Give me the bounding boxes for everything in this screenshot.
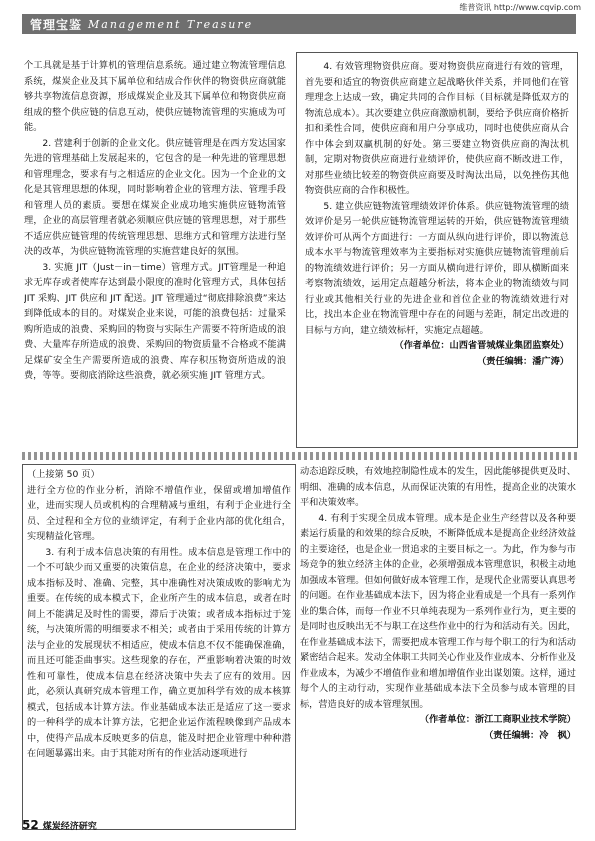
- paragraph: 3. 有利于成本信息决策的有用性。成本信息是管理工作中的一个不可缺少而又重要的决策信息，在企业的经济决策中，要求成本指标及时、准确、完整，其中准确性对决策成败的影响尤为重要。在传统的成本模式下，企业所产生的成本信息，或者在时间上不能满足及时性的需要，滞后于决策；或者成本指标过于笼统，与决策所需的明细要求不相关；或者由于采用传统的计算方法与企业的发展现状不相适应，使成本信息不仅不能确保准确，而且还可能歪曲事实。这些现象的存在，严重影响着决策的时效性和可靠性，使成本信息在经济决策中失去了应有的效用。因此，必须认真研究成本管理工作，确立更加科学有效的成本核算模式，包括成本计算方法。作业基础成本法正是适应了这一要求的一种科学的成本计算方法，它把企业运作流程映像到产品成本中，使得产品成本反映更多的信息，能及时把企业管理中种种潜在问题暴露出来。由于其能对所有的作业活动逐项进行: [27, 546, 291, 759]
- article-top-right-column: [305, 59, 569, 369]
- author-affiliation: （作者单位：山西省晋城煤业集团监察处）: [394, 340, 569, 351]
- article-top-right-box: [296, 52, 578, 448]
- paragraph: 个工具就是基于计算机的管理信息系统。通过建立物流管理信息系统，煤炭企业及其下属单位和结成合作伙伴的物资供应商就能够共享物流信息资源，形成煤炭企业及其下属单位和物资供应商组成的整个供应链的信息互动，使供应链物流管理的实施成为可能。: [24, 60, 286, 133]
- responsible-editor: （责任编辑：潘广涛）: [477, 355, 569, 367]
- continued-note: （上接第 50 页）: [27, 469, 100, 480]
- paragraph: 5. 建立供应链物流管理绩效评价体系。供应链物流管理的绩效评价是另一轮供应链物流管理运转的开始，供应链物流管理绩效评价可从两个方面进行：一方面从纵向进行评价，即以物流总成本水平与物流管理效率为主要指标对实施供应链物流管理前后的物流绩效进行评价；另一方面从横向进行评价，即从横断面来考察物流绩效，运用定点超越分析法，将本企业的物流绩效与同行业或其他相关行业的先进企业和首位企业的物流绩效进行对比，找出本企业在物流管理中存在的问题与差距，制定出改进的目标与方向，建立绩效标杆，实施定点超越。: [305, 200, 569, 336]
- paragraph: 4. 有效管理物资供应商。要对物资供应商进行有效的管理，首先要和适宜的物资供应商建立起战略伙伴关系，并同他们在管理理念上达成一致，确定共同的合作目标（目标就是降低双方的物流总成本）。其次要建立供应商激励机制，要给予供应商价格折扣和柔性合同，使供应商和用户分享成功，同时也使供应商从合作中体会到双赢机制的好处。第三要建立物资供应商的淘汰机制，定期对物资供应商进行业绩评价，使供应商不断改进工作，对那些业绩比较差的物资供应商要及时淘汰出局，以免挫伤其他物资供应商的合作积极性。: [305, 61, 569, 196]
- page-footer: [22, 818, 97, 832]
- page-number: 52: [22, 818, 39, 832]
- paragraph: 动态追踪反映，有效地控制隐性成本的发生，因此能够提供更及时、明细、准确的成本信息，从而保证决策的有用性，提高企业的决策水平和决策效率。: [300, 466, 576, 508]
- author-affiliation: （作者单位：浙江工商职业技术学院）: [419, 714, 576, 725]
- article-bottom-left-box: [22, 464, 296, 830]
- column-title-en: Management Treasure: [88, 17, 254, 31]
- responsible-editor: （责任编辑：冷 枫）: [484, 729, 576, 741]
- watermark: 维普资讯 http://www.cqvip.com: [459, 3, 581, 12]
- column-title-cn: 管理宝鉴: [30, 17, 83, 32]
- paragraph: 2. 营建利于创新的企业文化。供应链管理是在西方发达国家先进的管理基础上发展起来的，它包含的是一种先进的管理思想和管理理念，要求有与之相适应的企业文化。因为一个企业的文化是其管理思想的体现，同时影响着企业的管理方法、管理手段和管理人员的素质。要想在煤炭企业成功地实施供应链物流管理，企业的高层管理者就必须顺应供应链的管理思想，对于那些不适应供应链管理的传统管理思想、思维方式和管理方法进行坚决的改革，为供应链物流管理的实施营建良好的氛围。: [24, 137, 286, 257]
- article-bottom-left-column: [27, 467, 291, 762]
- section-divider: [22, 452, 578, 460]
- article-top-left-column: [24, 58, 286, 451]
- paragraph: 进行全方位的作业分析，消除不增值作业，保留或增加增值作业，进而实现人员或机构的合理精减与重组，有利于企业进行全员、全过程和全方位的业绩评定，有利于企业内部的优化组合，实现精益化管理。: [27, 484, 291, 542]
- paragraph: 3. 实施 JIT（Just－in－time）管理方式。JIT管理是一种追求无库存或者使库存达到最小限度的准时化管理方式，具体包括 JIT 采购、JIT 供应和 JIT 配送。JIT 管理通过“彻底排除浪费”来达到降低成本的目的。对煤炭企业来说，可能的浪费包括：过量采购所造成的浪费、采购回的物资与实际生产需要不符所造成的浪费、大量库存所造成的浪费、采购回的物资质量不合格或不能满足煤矿安全生产需要所造成的浪费、库存积压物资所造成的浪费，等等。要彻底消除这些浪费，就必须实施 JIT 管理方式。: [24, 261, 286, 381]
- article-bottom-right-column: [300, 464, 576, 830]
- paragraph: 4. 有利于实现全员成本管理。成本是企业生产经营以及各种要素运行质量的和效果的综合反映，不断降低成本是提高企业经济效益的主要途径，也是企业一贯追求的主要目标之一。为此，作为参与市场竞争的独立经济主体的企业，必须增强成本管理意识，积极主动地加强成本管理。但如何做好成本管理工作，是现代企业需要认真思考的问题。在作业基础成本法下，因为将企业看成是一个具有一系列作业的集合体，而每一作业不只单纯表现为一系列作业行为，更主要的是同时也反映出无不与职工在这些作业中的行为和活动有关。因此，在作业基础成本法下，需要把成本管理工作与每个职工的行为和活动紧密结合起来。发动全体职工共同关心作业及作业成本、分析作业及作业成本，为减少不增值作业和增加增值作业出谋划策。这样，通过每个人的主动行动，实现作业基础成本法下全员参与成本管理的目标，营造良好的成本管理氛围。: [300, 512, 576, 710]
- column-header-bar: [22, 14, 576, 34]
- journal-name: 煤炭经济研究: [42, 822, 97, 832]
